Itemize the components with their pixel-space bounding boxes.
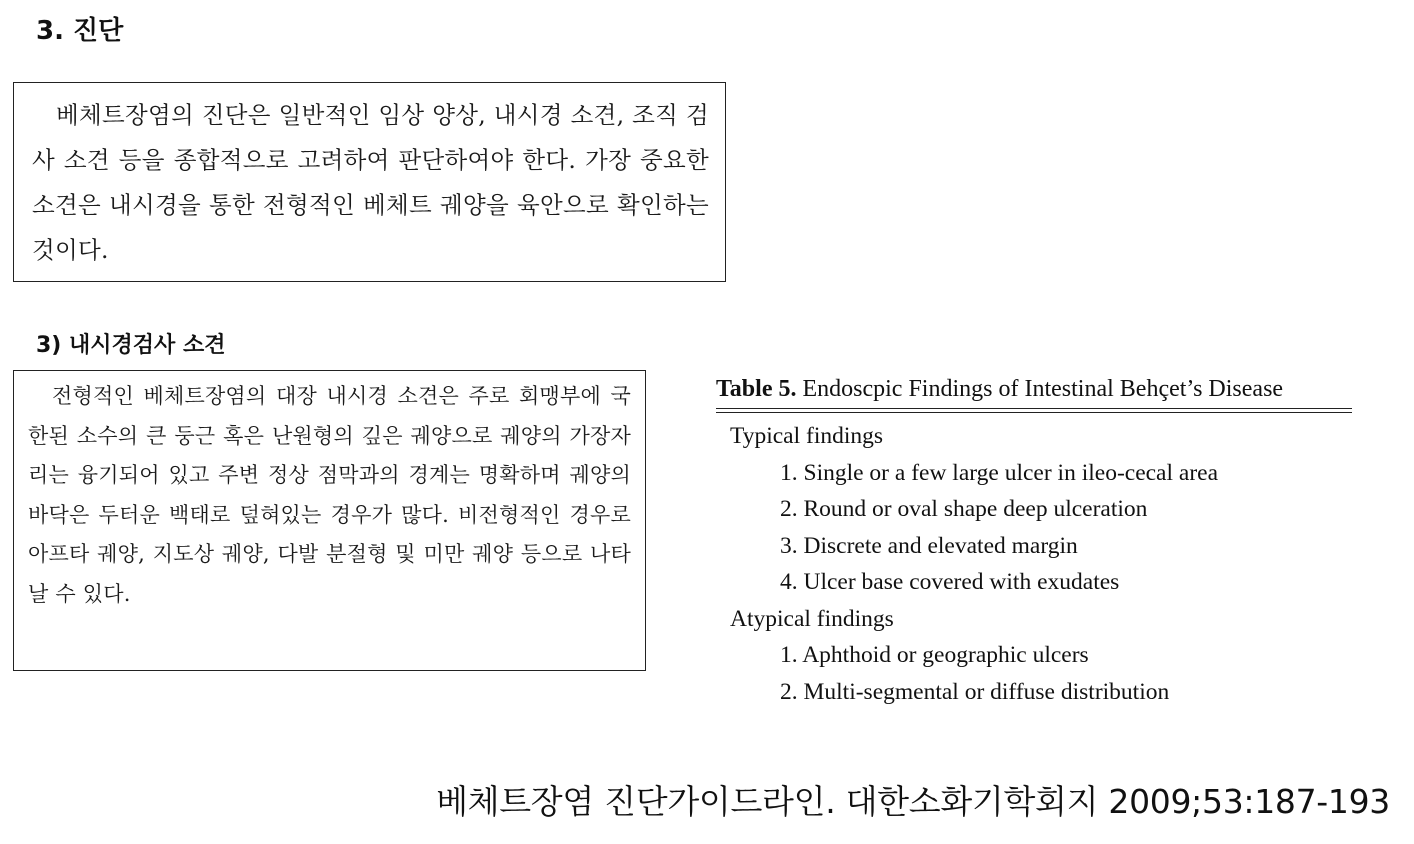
diagnosis-text-box — [13, 82, 726, 282]
endoscopy-paragraph-text: 전형적인 베체트장염의 대장 내시경 소견은 주로 회맹부에 국한된 소수의 큰 둥근 혹은 난원형의 깊은 궤양으로 궤양의 가장자리는 융기되어 있고 주변 정상 점막과의 경계는 명확하며 궤양의 바닥은 두터운 백태로 덮혀있는 경우가 많다. 비전형적인 경우로 아프타 궤양, 지도상 궤양, 다발 분절형 및 미만 궤양 등으로 나타날 수 있다. — [28, 384, 631, 606]
atypical-finding-item: 2. Multi-segmental or diffuse distribution — [780, 678, 1170, 705]
table-title-text: Endoscpic Findings of Intestinal Behçet’s Disease — [802, 376, 1284, 402]
diagnosis-paragraph — [32, 93, 709, 273]
table-header-rule — [716, 412, 1352, 413]
table-number: Table 5. — [716, 376, 797, 402]
diagnosis-paragraph-text: 베체트장염의 진단은 일반적인 임상 양상, 내시경 소견, 조직 검사 소견 등을 종합적으로 고려하여 판단하여야 한다. 가장 중요한 소견은 내시경을 통한 전형적인 베체트 궤양을 육안으로 확인하는 것이다. — [32, 101, 709, 264]
subsection-heading-endoscopy: 3) 내시경검사 소견 — [36, 333, 226, 358]
typical-findings-label: Typical findings — [730, 423, 884, 449]
table-top-rule — [716, 408, 1352, 409]
typical-finding-item: 3. Discrete and elevated margin — [780, 532, 1078, 559]
typical-finding-item: 4. Ulcer base covered with exudates — [780, 569, 1120, 595]
atypical-finding-item: 1. Aphthoid or geographic ulcers — [780, 642, 1089, 668]
citation: 베체트장염 진단가이드라인. 대한소화기학회지 2009;53:187-193 — [436, 782, 1390, 821]
table-title — [716, 372, 1352, 406]
typical-finding-item: 1. Single or a few large ulcer in ileo-cecal area — [780, 459, 1219, 486]
table-5 — [716, 372, 1352, 710]
endoscopy-text-box — [13, 370, 646, 671]
table-body — [716, 418, 1352, 710]
section-heading-diagnosis: 3. 진단 — [36, 16, 124, 46]
atypical-findings-label: Atypical findings — [730, 605, 894, 632]
typical-finding-item: 2. Round or oval shape deep ulceration — [780, 496, 1148, 522]
endoscopy-paragraph — [28, 377, 631, 614]
